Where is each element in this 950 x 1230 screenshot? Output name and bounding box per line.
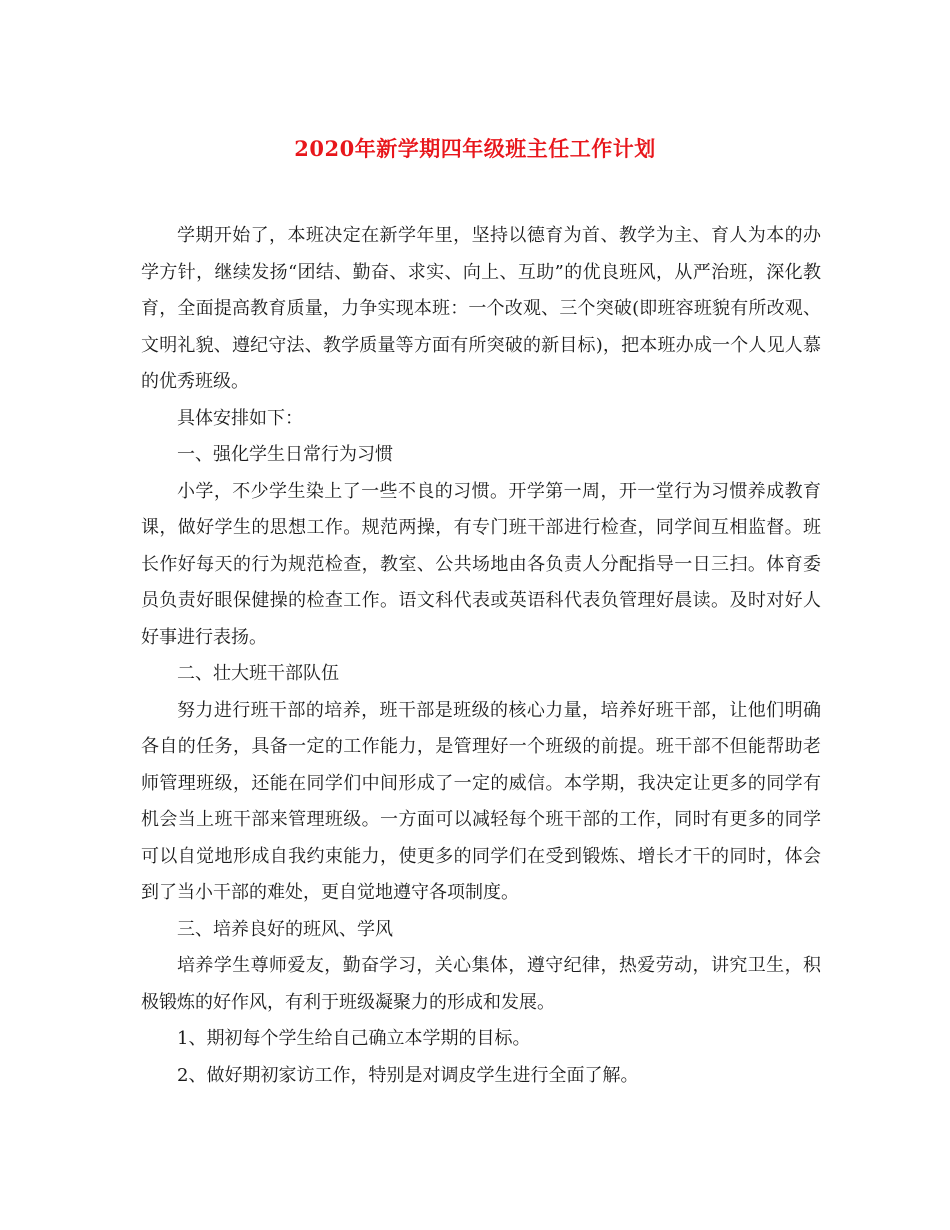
section-2-paragraph: 努力进行班干部的培养，班干部是班级的核心力量，培养好班干部，让他们明确各自的任务，具备一定的工作能力，是管理好一个班级的前提。班干部不但能帮助老师管理班级，还能在同学们中间形成了一定的威信。本学期，我决定让更多的同学有机会当上班干部来管理班级。一方面可以减轻每个班干部的工作，同时有更多的同学可以自觉地形成自我约束能力，使更多的同学们在受到锻炼、增长才干的同时，体会到了当小干部的难处，更自觉地遵守各项制度。 (141, 699, 821, 903)
section-heading-1: 一、强化学生日常行为习惯 (177, 444, 393, 465)
list-item: 1、期初每个学生给自己确立本学期的目标。 (177, 1028, 531, 1049)
list-item: 2、做好期初家访工作，特别是对调皮学生进行全面了解。 (177, 1064, 639, 1086)
section-heading-3: 三、培养良好的班风、学风 (177, 918, 393, 940)
section-3-paragraph: 培养学生尊师爱友，勤奋学习，关心集体，遵守纪律，热爱劳动，讲究卫生，积极锻炼的好作风，有利于班级凝聚力的形成和发展。 (141, 955, 821, 1013)
document-title: 2020年新学期四年级班主任工作计划 (294, 136, 656, 161)
section-heading-2: 二、壮大班干部队伍 (177, 663, 339, 684)
intro-paragraph: 学期开始了，本班决定在新学年里，坚持以德育为首、教学为主、育人为本的办学方针，继续发扬“团结、勤奋、求实、向上、互助”的优良班风，从严治班，深化教育，全面提高教育质量，力争实现本班：一个改观、三个突破(即班容班貌有所改观、文明礼貌、遵纪守法、教学质量等方面有所突破的新目标)，把本班办成一个人见人慕的优秀班级。 (141, 225, 821, 392)
document-body (141, 218, 821, 1094)
section-1-paragraph: 小学，不少学生染上了一些不良的习惯。开学第一周，开一堂行为习惯养成教育课，做好学生的思想工作。规范两操，有专门班干部进行检查，同学间互相监督。班长作好每天的行为规范检查，教室、公共场地由各负责人分配指导一日三扫。体育委员负责好眼保健操的检查工作。语文科代表或英语科代表负管理好晨读。及时对好人好事进行表扬。 (141, 480, 821, 648)
arrangement-intro: 具体安排如下： (177, 407, 303, 429)
